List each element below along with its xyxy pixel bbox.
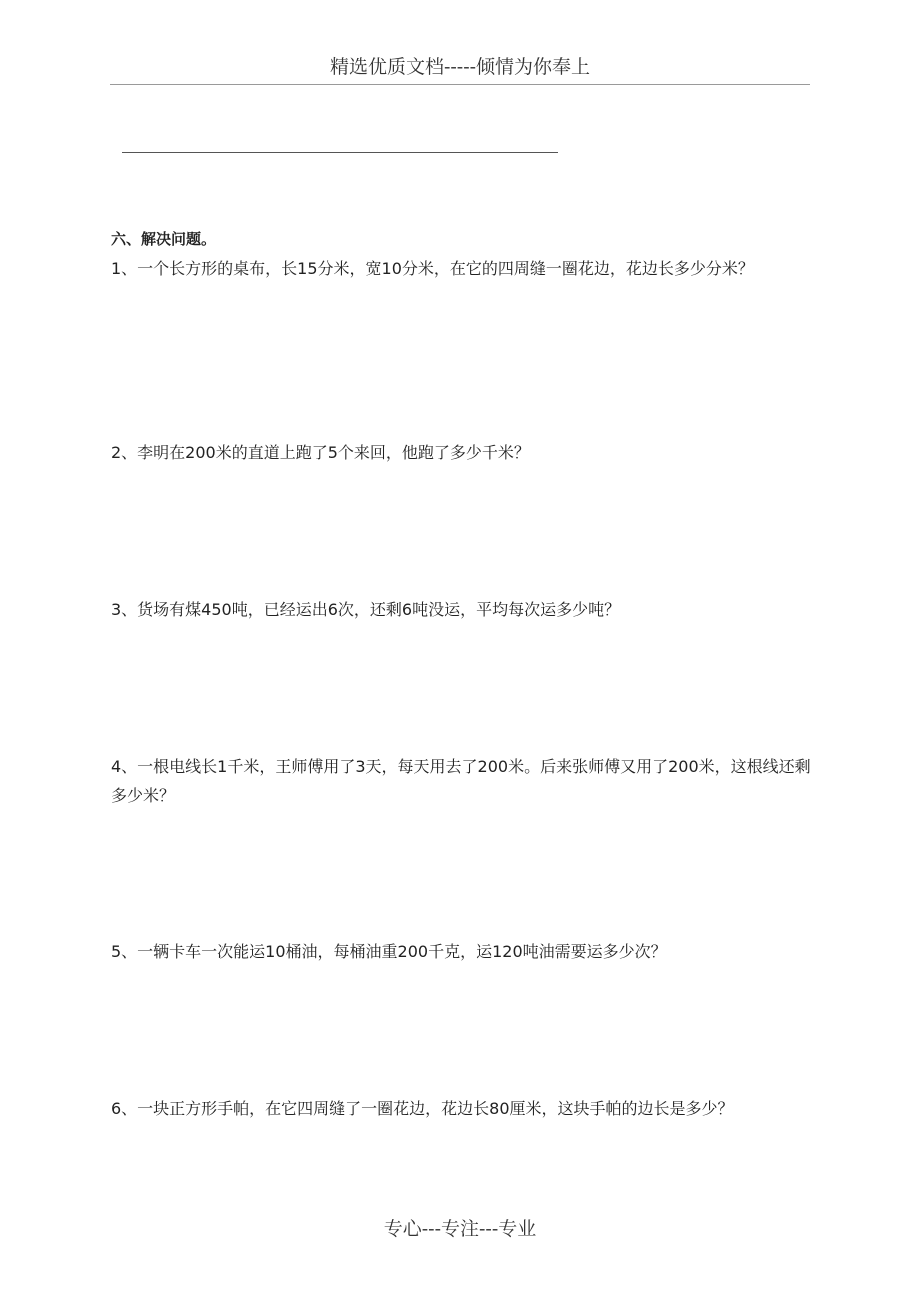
question-2: 2、李明在200米的直道上跑了5个来回，他跑了多少千米？ <box>111 443 530 462</box>
answer-blank-line <box>122 152 558 153</box>
page-footer: 专心---专注---专业 <box>383 1218 537 1240</box>
page-header: 精选优质文档-----倾情为你奉上 <box>329 56 591 78</box>
question-4: 4、一根电线长1千米，王师傅用了3天，每天用去了200米。后来张师傅又用了200米，这根线还剩多少米？ <box>111 757 811 805</box>
question-5: 5、一辆卡车一次能运10桶油，每桶油重200千克，运120吨油需要运多少次？ <box>111 942 667 961</box>
question-3: 3、货场有煤450吨，已经运出6次，还剩6吨没运，平均每次运多少吨？ <box>111 600 621 619</box>
header-divider <box>110 84 810 85</box>
question-1: 1、一个长方形的桌布，长15分米，宽10分米，在它的四周缝一圈花边，花边长多少分米？ <box>111 259 754 278</box>
section-heading: 六、解决问题。 <box>111 230 217 248</box>
question-6: 6、一块正方形手帕，在它四周缝了一圈花边，花边长80厘米，这块手帕的边长是多少？ <box>111 1099 734 1118</box>
